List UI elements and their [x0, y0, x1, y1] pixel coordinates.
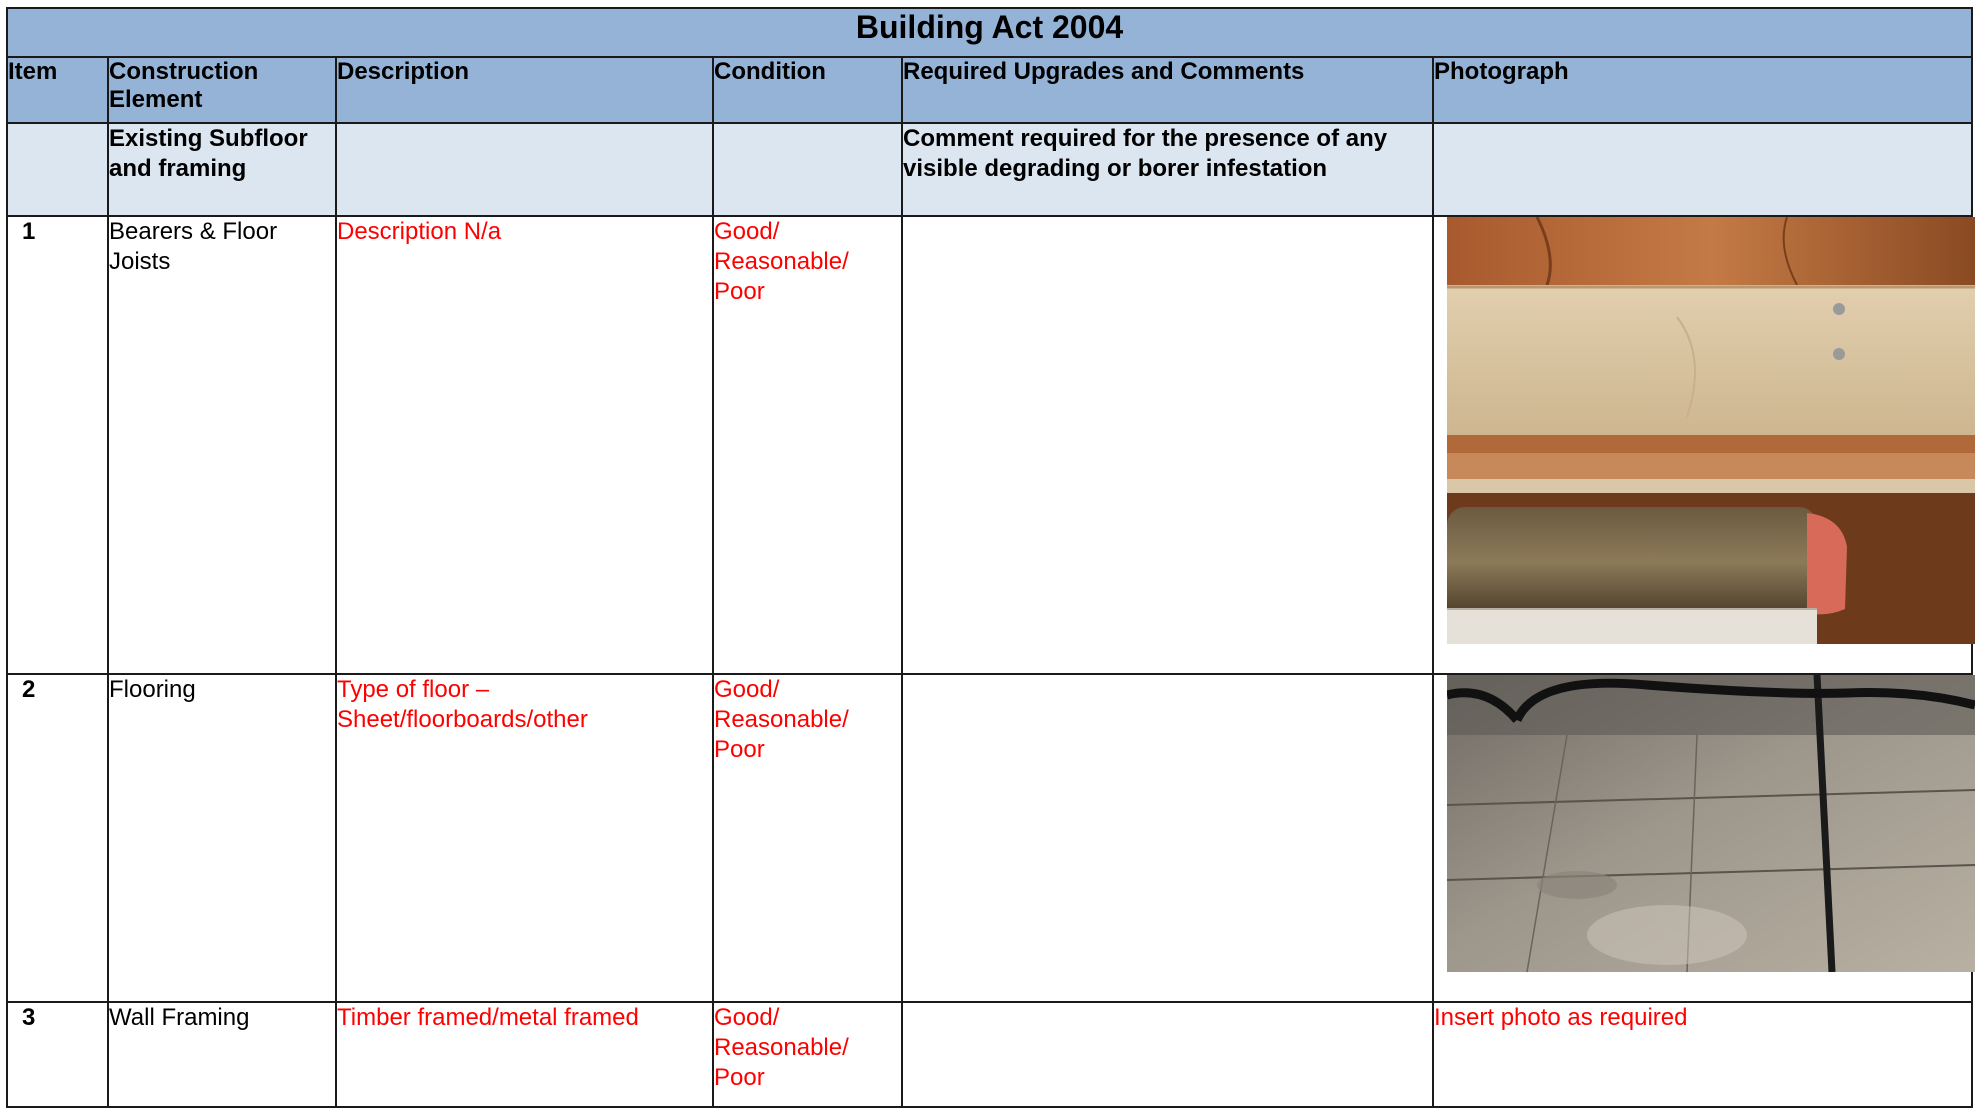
section-description-cell [336, 123, 713, 216]
description-text[interactable]: Timber framed/metal framed [336, 1002, 713, 1107]
comments-cell[interactable] [902, 1002, 1433, 1107]
header-condition: Condition [713, 57, 902, 123]
bearers-joists-image [1447, 217, 1975, 644]
header-item: Item [7, 57, 108, 123]
photograph-cell[interactable] [1433, 216, 1972, 674]
photo-placeholder-text[interactable]: Insert photo as required [1433, 1002, 1972, 1107]
construction-element: Wall Framing [108, 1002, 336, 1107]
item-number: 2 [7, 674, 108, 1002]
section-element: Existing Subfloor and framing [108, 123, 336, 216]
item-number: 3 [7, 1002, 108, 1107]
item-number: 1 [7, 216, 108, 674]
inspection-table [6, 7, 1973, 1108]
table-row [7, 674, 1972, 1002]
comments-cell[interactable] [902, 216, 1433, 674]
table-title: Building Act 2004 [7, 8, 1972, 57]
title-row [7, 8, 1972, 57]
photograph-cell[interactable] [1433, 674, 1972, 1002]
header-row [7, 57, 1972, 123]
table-row [7, 1002, 1972, 1107]
condition-text[interactable]: Good/ Reasonable/ Poor [713, 674, 902, 1002]
comments-cell[interactable] [902, 674, 1433, 1002]
condition-text[interactable]: Good/ Reasonable/ Poor [713, 1002, 902, 1107]
construction-element: Bearers & Floor Joists [108, 216, 336, 674]
header-required-upgrades: Required Upgrades and Comments [902, 57, 1433, 123]
section-item-cell [7, 123, 108, 216]
section-row [7, 123, 1972, 216]
section-condition-cell [713, 123, 902, 216]
bearers-joists-photo [1447, 217, 1975, 644]
table-row [7, 216, 1972, 674]
section-comments: Comment required for the presence of any visible degrading or borer infestation [902, 123, 1433, 216]
description-text[interactable]: Description N/a [336, 216, 713, 674]
construction-element: Flooring [108, 674, 336, 1002]
section-photo-cell [1433, 123, 1972, 216]
header-construction-element: Construction Element [108, 57, 336, 123]
header-photograph: Photograph [1433, 57, 1972, 123]
condition-text[interactable]: Good/ Reasonable/ Poor [713, 216, 902, 674]
description-text[interactable]: Type of floor – Sheet/floorboards/other [336, 674, 713, 1002]
flooring-photo [1447, 675, 1975, 972]
flooring-image [1447, 675, 1975, 972]
header-description: Description [336, 57, 713, 123]
